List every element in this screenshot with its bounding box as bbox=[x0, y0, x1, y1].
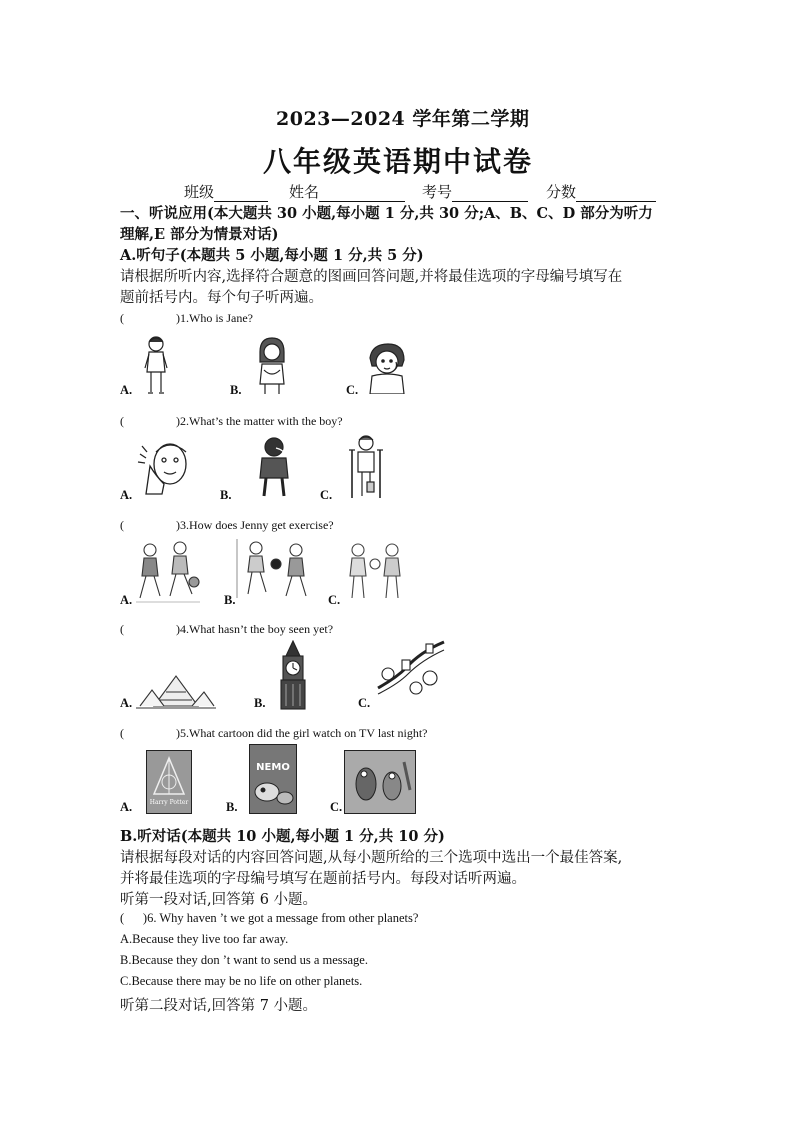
q4-option-a[interactable]: A. bbox=[120, 696, 133, 710]
q4-picture-b bbox=[276, 640, 310, 710]
q5-poster-c bbox=[344, 750, 416, 814]
part1-heading-line2: 理解,E 部分为情景对话) bbox=[120, 226, 279, 243]
q6-option-a[interactable]: A.Because they live too far away. bbox=[120, 932, 289, 946]
class-label: 班级 bbox=[184, 183, 215, 201]
q2-picture-c bbox=[346, 434, 386, 500]
score-field bbox=[546, 181, 656, 202]
q2-option-b[interactable]: B. bbox=[220, 488, 232, 502]
number-field bbox=[422, 181, 528, 202]
q5-option-c[interactable]: C. bbox=[330, 800, 343, 814]
q3-option-b[interactable]: B. bbox=[224, 593, 236, 607]
q4-picture-a bbox=[136, 672, 216, 710]
exam-term: 2023—2024 学年第二学期 bbox=[276, 108, 530, 130]
q3-option-a[interactable]: A. bbox=[120, 593, 133, 607]
sectionB-instruction-line1: 请根据每段对话的内容回答问题,从每小题所给的三个选项中选出一个最佳答案, bbox=[120, 850, 623, 866]
q2-option-a[interactable]: A. bbox=[120, 488, 133, 502]
part1-heading-line1: 一、听说应用(本大题共 30 小题,每小题 1 分,共 30 分;A、B、C、D 部分为听力 bbox=[120, 205, 653, 222]
q6-option-c[interactable]: C.Because there may be no life on other planets. bbox=[120, 974, 363, 988]
q1-picture-b bbox=[252, 336, 292, 396]
sectionB-instruction-line2: 并将最佳选项的字母编号填写在题前括号内。每段对话听两遍。 bbox=[120, 871, 526, 887]
q1-option-a[interactable]: A. bbox=[120, 383, 133, 397]
q5-poster-a bbox=[146, 750, 192, 814]
score-label: 分数 bbox=[546, 183, 577, 201]
q3-option-c[interactable]: C. bbox=[328, 593, 341, 607]
q1-picture-c bbox=[366, 342, 408, 394]
q3-picture-b bbox=[236, 538, 320, 604]
number-label: 考号 bbox=[422, 183, 453, 201]
q4-picture-c bbox=[376, 638, 446, 698]
nemo-title: NEMO bbox=[256, 762, 290, 773]
sectionB-heading: B.听对话(本题共 10 小题,每小题 1 分,共 10 分) bbox=[120, 828, 445, 845]
question-5: ( )5.What cartoon did the girl watch on TV last night? bbox=[120, 726, 428, 740]
name-label: 姓名 bbox=[289, 183, 320, 201]
name-field bbox=[289, 181, 405, 202]
question-1: ( )1.Who is Jane? bbox=[120, 311, 253, 325]
q4-option-c[interactable]: C. bbox=[358, 696, 371, 710]
question-2: ( )2.What’s the matter with the boy? bbox=[120, 414, 343, 428]
class-blank[interactable] bbox=[214, 187, 268, 202]
q1-option-c[interactable]: C. bbox=[346, 383, 359, 397]
q3-picture-a bbox=[134, 540, 202, 604]
number-blank[interactable] bbox=[452, 187, 528, 202]
q5-poster-b bbox=[249, 744, 297, 814]
q2-picture-a bbox=[136, 436, 196, 498]
dialog-1-instruction: 听第一段对话,回答第 6 小题。 bbox=[120, 892, 318, 908]
harry-potter-title: Harry Potter bbox=[149, 799, 189, 806]
class-field bbox=[184, 181, 268, 202]
q4-option-b[interactable]: B. bbox=[254, 696, 266, 710]
exam-title: 八年级英语期中试卷 bbox=[263, 145, 534, 178]
q5-option-b[interactable]: B. bbox=[226, 800, 238, 814]
sectionA-heading: A.听句子(本题共 5 小题,每小题 1 分,共 5 分) bbox=[120, 247, 424, 264]
sectionA-instruction-line1: 请根据所听内容,选择符合题意的图画回答问题,并将最佳选项的字母编号填写在 bbox=[120, 269, 623, 285]
q5-option-a[interactable]: A. bbox=[120, 800, 133, 814]
sectionA-instruction-line2: 题前括号内。每个句子听两遍。 bbox=[120, 290, 323, 306]
q2-picture-b bbox=[254, 436, 294, 498]
name-blank[interactable] bbox=[319, 187, 405, 202]
dialog-2-instruction: 听第二段对话,回答第 7 小题。 bbox=[120, 998, 318, 1014]
question-4: ( )4.What hasn’t the boy seen yet? bbox=[120, 622, 334, 636]
question-6: ( )6. Why haven ’t we got a message from other planets? bbox=[120, 911, 419, 925]
q2-option-c[interactable]: C. bbox=[320, 488, 333, 502]
question-3: ( )3.How does Jenny get exercise? bbox=[120, 518, 334, 532]
q1-option-b[interactable]: B. bbox=[230, 383, 242, 397]
score-blank[interactable] bbox=[576, 187, 656, 202]
q1-picture-a bbox=[140, 334, 172, 396]
q6-option-b[interactable]: B.Because they don ’t want to send us a message. bbox=[120, 953, 368, 967]
q3-picture-c bbox=[344, 540, 406, 602]
